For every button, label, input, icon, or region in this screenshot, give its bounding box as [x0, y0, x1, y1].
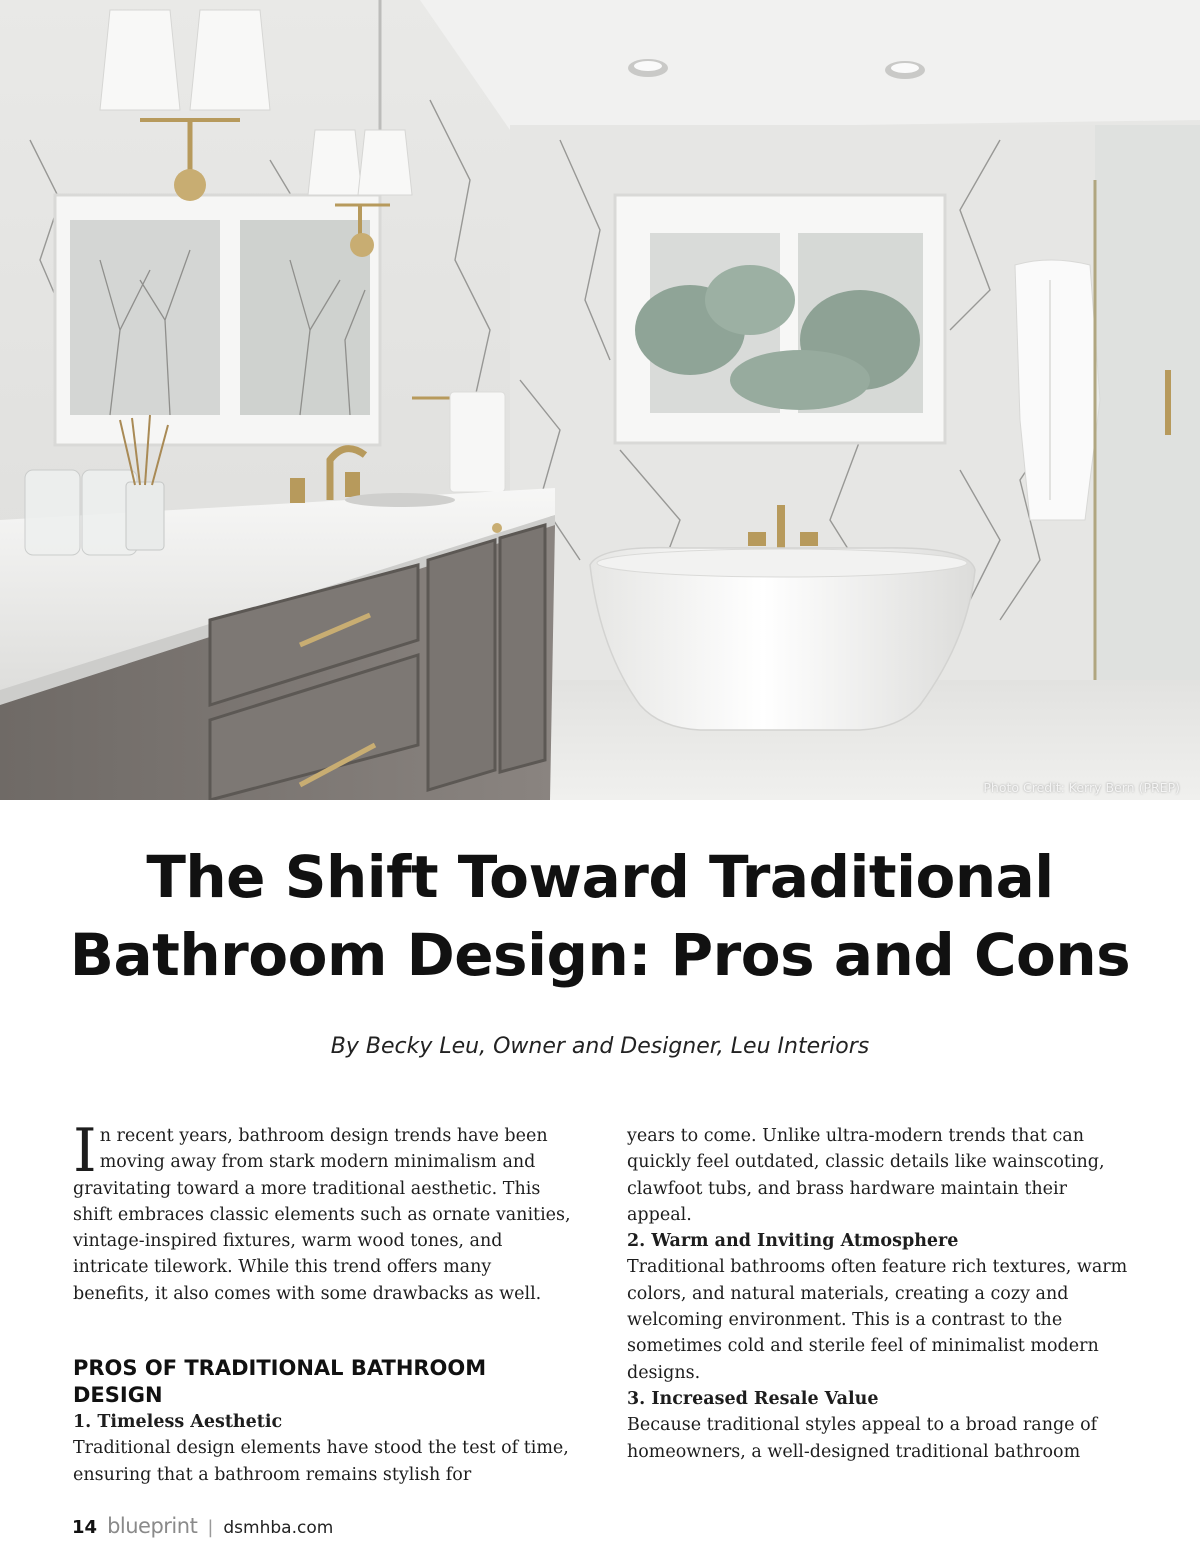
pros-heading: PROS OF TRADITIONAL BATHROOM DESIGN [73, 1356, 487, 1408]
photo-credit: Photo Credit: Kerry Bern (PREP) [983, 780, 1180, 795]
site-link[interactable]: dsmhba.com [223, 1518, 334, 1538]
right-column [627, 1123, 1132, 1465]
byline: By Becky Leu, Owner and Designer, Leu Interiors [330, 1034, 870, 1059]
brand-logo: blueprint [107, 1514, 198, 1538]
title-line-1: The Shift Toward Traditional [146, 843, 1054, 911]
page-number: 14 [72, 1517, 98, 1538]
pro-1-title: 1. Timeless Aesthetic [73, 1412, 283, 1433]
pro-3-text: Because traditional styles appeal to a broad range of homeowners, a well-designed traditional bathroom [627, 1415, 1098, 1462]
pro-1-text-continued: years to come. Unlike ultra-modern trends that can quickly feel outdated, classic details like wainscoting, clawfoot tubs, and brass hardware maintain their appeal. [627, 1126, 1105, 1225]
article-title [0, 838, 1200, 994]
intro-text: n recent years, bathroom design trends have been moving away from stark modern minimalism and gravitating toward a more traditional aesthetic. This shift embraces classic elements such as ornate vanities, vintage-inspired fixtures, warm wood tones, and intricate tilework. While this trend offers many benefits, it also comes with some drawbacks as well. [73, 1126, 571, 1304]
intro-paragraph [73, 1116, 573, 1307]
pro-3-title: 3. Increased Resale Value [627, 1388, 879, 1409]
left-column [73, 1116, 573, 1488]
footer-divider: | [207, 1517, 214, 1538]
title-line-2: Bathroom Design: Pros and Cons [69, 921, 1131, 989]
pro-2-text: Traditional bathrooms often feature rich textures, warm colors, and natural materials, creating a cozy and welcoming environment. This is a contrast to the sometimes cold and sterile feel of minimalist modern designs. [627, 1257, 1128, 1383]
page-footer [72, 1514, 333, 1544]
pro-1-text-start: Traditional design elements have stood the test of time, ensuring that a bathroom remains stylish for [73, 1438, 569, 1485]
pro-2-title: 2. Warm and Inviting Atmosphere [627, 1231, 959, 1252]
drop-cap: I [73, 1116, 97, 1186]
